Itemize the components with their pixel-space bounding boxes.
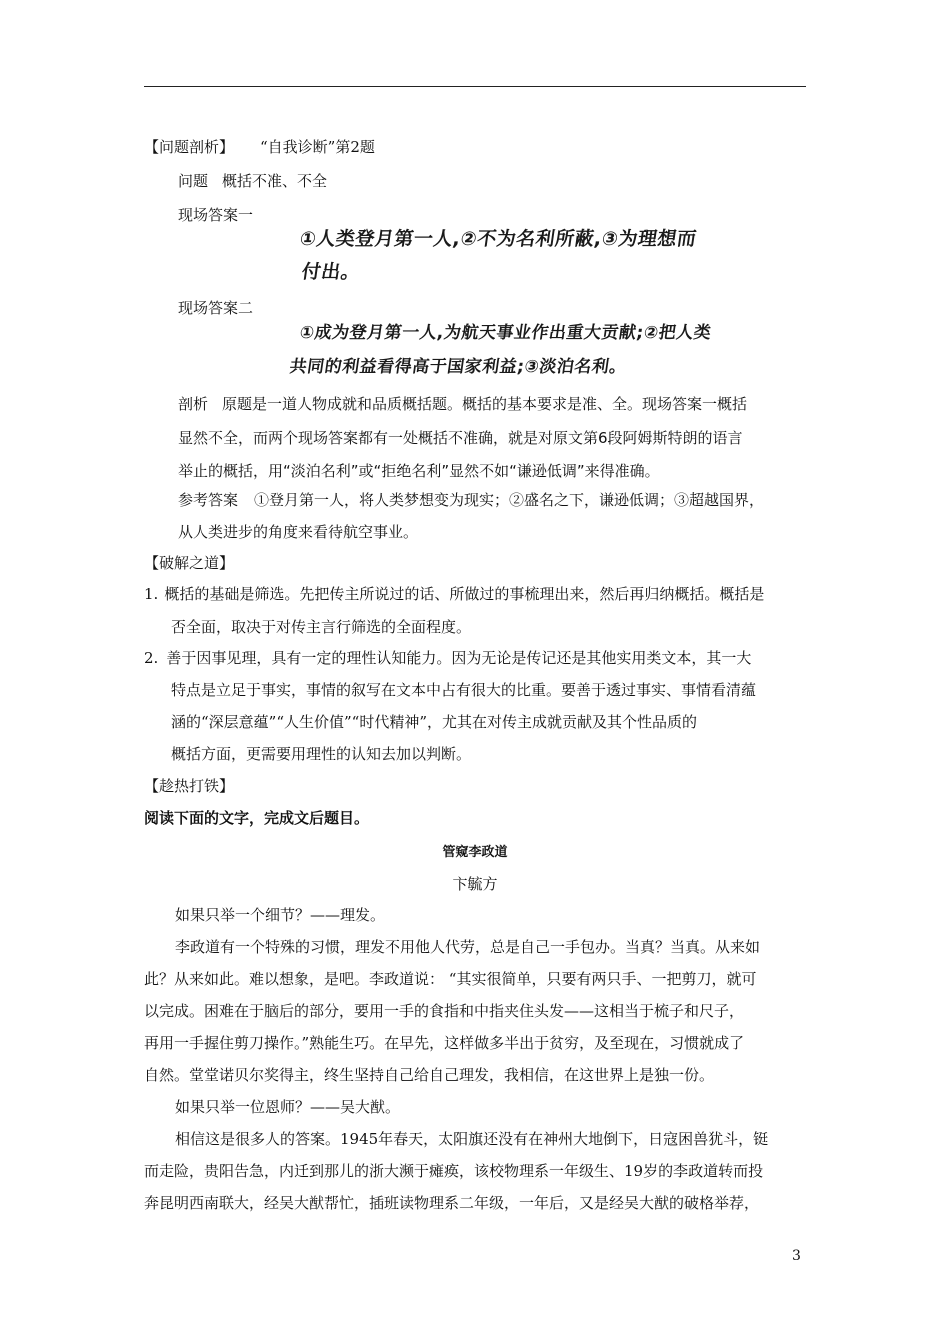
header-rule (144, 86, 806, 87)
answer2-label: 现场答案二 (178, 299, 254, 317)
method-item-text: 概括的基础是筛选。先把传主所说过的话、所做过的事梳理出来，然后再归纳概括。概括是 (164, 585, 765, 603)
analysis-header-label: 【问题剖析】 (144, 138, 235, 156)
method-item-text: 善于因事见理，具有一定的理性认知能力。因为无论是传记还是其他实用类文本，其一大 (166, 649, 752, 667)
article-paragraph-line: 如果只举一位恩师？——吴大猷。 (175, 1098, 401, 1116)
article-paragraph-line: 相信这是很多人的答案。1945年春天，太阳旗还没有在神州大地倒下，日寇困兽犹斗，铤 (175, 1130, 769, 1148)
answer2-handwriting-line: ①成为登月第一人,为航天事业作出重大贡献;②把人类 (298, 323, 713, 343)
analysis-line-2: 显然不全，而两个现场答案都有一处概括不准确，就是对原文第6段阿姆斯特朗的语言 (178, 429, 743, 447)
reference-answer-text: ①登月第一人，将人类梦想变为现实；②盛名之下，谦逊低调；③超越国界， (254, 491, 765, 509)
article-paragraph-line: 而走险，贵阳告急，内迁到那儿的浙大濒于瘫痪，该校物理系一年级生、19岁的李政道转而投 (144, 1162, 764, 1180)
method-item-continuation: 否全面，取决于对传主言行筛选的全面程度。 (171, 618, 472, 636)
article-author: 卞毓方 (452, 875, 498, 893)
article-paragraph-line: 此？从来如此。难以想象，是吧。李政道说： “其实很简单，只要有两只手、一把剪刀，就可 (144, 970, 757, 988)
article-paragraph-line: 李政道有一个特殊的习惯，理发不用他人代劳，总是自己一手包办。当真？当真。从来如 (175, 938, 761, 956)
article-paragraph-line: 奔昆明西南联大，经吴大猷帮忙，插班读物理系二年级，一年后，又是经吴大猷的破格举荐， (144, 1194, 760, 1212)
method-item-number: 1. (144, 585, 159, 603)
analysis-text: 原题是一道人物成就和品质概括题。概括的基本要求是准、全。现场答案一概括 (222, 395, 748, 413)
analysis-line-1 (178, 394, 747, 414)
article-title: 管窥李政道 (442, 845, 508, 860)
analysis-header-ref: “自我诊断”第2题 (260, 138, 375, 156)
answer2-handwriting-line: 共同的利益看得高于国家利益;③淡泊名利。 (288, 357, 629, 377)
answer1-label: 现场答案一 (178, 206, 254, 224)
article-paragraph-line: 如果只举一个细节？——理发。 (175, 906, 386, 924)
reference-answer-line-1 (178, 490, 764, 510)
page-number: 3 (792, 1248, 801, 1264)
method-item-number: 2. (144, 649, 159, 667)
method-item-continuation: 概括方面，更需要用理性的认知去加以判断。 (171, 745, 472, 763)
reference-answer-line-2: 从人类进步的角度来看待航空事业。 (178, 523, 419, 541)
problem-label: 问题 (178, 172, 209, 190)
practice-instruction: 阅读下面的文字，完成文后题目。 (144, 809, 370, 827)
problem-text: 概括不准、不全 (222, 172, 328, 190)
analysis-header (144, 137, 375, 157)
article-paragraph-line: 以完成。困难在于脑后的部分，要用一手的食指和中指夹住头发——这相当于梳子和尺子， (144, 1002, 745, 1020)
analysis-line-3: 举止的概括，用“淡泊名利”或“拒绝名利”显然不如“谦逊低调”来得准确。 (178, 462, 660, 480)
answer1-handwriting-line: ①人类登月第一人,②不为名利所蔽,③为理想而 (298, 228, 699, 250)
method-header: 【破解之道】 (144, 554, 235, 572)
problem-line (178, 171, 327, 191)
article-paragraph-line: 自然。堂堂诺贝尔奖得主，终生坚持自己给自己理发，我相信，在这世界上是独一份。 (144, 1066, 715, 1084)
answer1-handwriting-line: 付出。 (300, 261, 362, 283)
method-item-continuation: 涵的“深层意蕴”“人生价值”“时代精神”，尤其在对传主成就贡献及其个性品质的 (171, 713, 698, 731)
method-item-continuation: 特点是立足于事实，事情的叙写在文本中占有很大的比重。要善于透过事实、事情看清蕴 (171, 681, 757, 699)
method-item-1 (144, 584, 764, 604)
method-item-2 (144, 648, 751, 668)
practice-header: 【趁热打铁】 (144, 777, 235, 795)
analysis-label: 剖析 (178, 395, 209, 413)
reference-answer-label: 参考答案 (178, 491, 239, 509)
article-paragraph-line: 再用一手握住剪刀操作。”熟能生巧。在早先，这样做多半出于贫穷，及至现在，习惯就成了 (144, 1034, 745, 1052)
